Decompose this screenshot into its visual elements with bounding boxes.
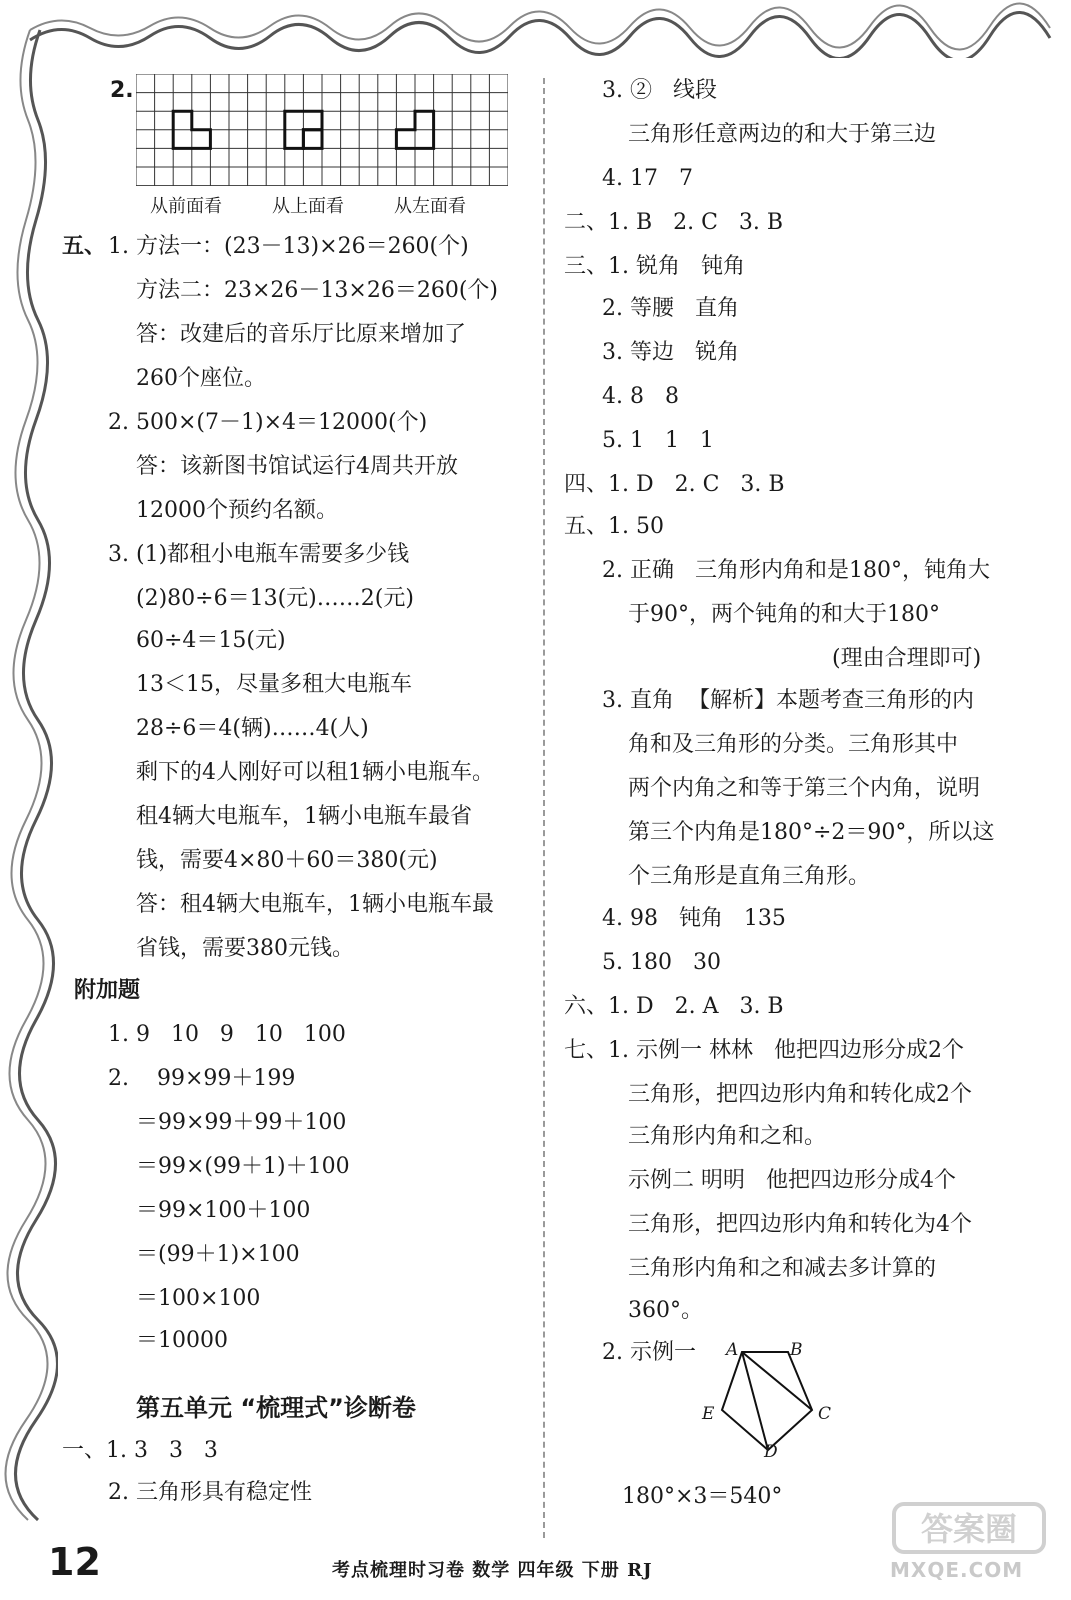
answer-line: (理由合理即可) <box>832 646 982 671</box>
answer-line: 13＜15，尽量多租大电瓶车 <box>136 672 412 697</box>
answer-line: 于90°，两个钝角的和大于180° <box>628 602 940 627</box>
answer-line: 4. 98 钝角 135 <box>602 906 786 931</box>
answer-line: 3. ② 线段 <box>602 78 717 103</box>
caption-left-view: 从左面看 <box>394 196 466 217</box>
answer-line: 4. 8 8 <box>602 384 679 409</box>
answer-line: (2)80÷6＝13(元)……2(元) <box>136 586 414 611</box>
vertex-label-c: C <box>818 1404 832 1424</box>
answer-line: 三角形任意两边的和大于第三边 <box>628 122 937 147</box>
bonus-line: ＝99×99＋99＋100 <box>136 1110 347 1135</box>
answer-line: 三、1. 锐角 钝角 <box>564 254 745 279</box>
answer-line: 三角形内角和之和减去多计算的 <box>628 1256 937 1281</box>
unit-title: 第五单元 “梳理式”诊断卷 <box>136 1394 416 1422</box>
answer-line: 三角形，把四边形内角和转化为4个 <box>628 1212 972 1237</box>
answer-line: 两个内角之和等于第三个内角，说明 <box>628 776 981 801</box>
unit-answer-line: 一、1. 3 3 3 <box>62 1438 218 1463</box>
answer-line: 2. 示例一 <box>602 1340 696 1365</box>
answer-line: 答：改建后的音乐厅比原来增加了 <box>136 322 467 347</box>
answer-line: 示例二 明明 他把四边形分成4个 <box>628 1168 956 1193</box>
caption-top-view: 从上面看 <box>272 196 344 217</box>
bonus-line: 1. 9 10 9 10 100 <box>108 1022 346 1047</box>
answer-line: 第三个内角是180°÷2＝90°，所以这 <box>628 820 995 845</box>
answer-line: 七、1. 示例一 林林 他把四边形分成2个 <box>564 1038 964 1063</box>
answer-line: 个三角形是直角三角形。 <box>628 864 871 889</box>
top-view-shape <box>303 130 322 149</box>
answer-line: 4. 17 7 <box>602 166 693 191</box>
answer-line: 四、1. D 2. C 3. B <box>564 472 785 497</box>
answer-line: 2. 500×(7－1)×4＝12000(个) <box>108 410 428 435</box>
bonus-line: 2. 99×99＋199 <box>108 1066 296 1091</box>
bonus-line: ＝99×(99＋1)＋100 <box>136 1154 350 1179</box>
bonus-line: ＝10000 <box>136 1328 228 1353</box>
answer-line: 3. (1)都租小电瓶车需要多少钱 <box>108 542 410 567</box>
answer-line: 2. 正确 三角形内角和是180°，钝角大 <box>602 558 990 583</box>
answer-line: 六、1. D 2. A 3. B <box>564 994 784 1019</box>
unit-answer-line: 2. 三角形具有稳定性 <box>108 1480 312 1505</box>
answer-line: 360°。 <box>628 1298 703 1323</box>
vertex-label-e: E <box>702 1404 715 1424</box>
vertex-label-b: B <box>790 1340 803 1360</box>
section-5-prefix: 五、 <box>62 234 107 259</box>
answer-line: 60÷4＝15(元) <box>136 628 286 653</box>
answer-line: 答：租4辆大电瓶车，1辆小电瓶车最 <box>136 892 494 917</box>
bonus-title: 附加题 <box>74 978 141 1003</box>
answer-line: 1. 方法一：(23－13)×26＝260(个) <box>108 234 469 259</box>
column-divider <box>543 78 545 1538</box>
footer-text: 考点梳理时习卷 数学 四年级 下册 RJ <box>332 1560 653 1581</box>
answer-line: 3. 直角 【解析】本题考查三角形的内 <box>602 688 974 713</box>
answer-line: 2. 等腰 直角 <box>602 296 739 321</box>
answer-line: 租4辆大电瓶车，1辆小电瓶车最省 <box>136 804 472 829</box>
answer-line: 二、1. B 2. C 3. B <box>564 210 784 235</box>
decorative-border-top <box>0 0 1071 58</box>
answer-line: 角和及三角形的分类。三角形其中 <box>628 732 959 757</box>
caption-front-view: 从前面看 <box>150 196 222 217</box>
page-number: 12 <box>48 1540 101 1584</box>
answer-line: 钱，需要4×80＋60＝380(元) <box>136 848 438 873</box>
decorative-border-left <box>0 0 58 1600</box>
answer-line: 省钱，需要380元钱。 <box>136 936 354 961</box>
bonus-line: ＝99×100＋100 <box>136 1198 311 1223</box>
bonus-line: ＝100×100 <box>136 1286 261 1311</box>
vertex-label-d: D <box>764 1442 778 1462</box>
answer-line: 方法二：23×26－13×26＝260(个) <box>136 278 499 303</box>
vertex-label-a: A <box>726 1340 739 1360</box>
answer-line: 五、1. 50 <box>564 514 664 539</box>
answer-line: 12000个预约名额。 <box>136 498 338 523</box>
question-2-label: 2. <box>110 78 134 103</box>
answer-line: 三角形，把四边形内角和转化成2个 <box>628 1082 972 1107</box>
view-grid-figure <box>136 74 508 186</box>
svg-text:答案圈: 答案圈 <box>920 1510 1018 1548</box>
answer-line: 3. 等边 锐角 <box>602 340 739 365</box>
answer-line: 5. 180 30 <box>602 950 721 975</box>
watermark-text: MXQE.COM <box>890 1558 1024 1582</box>
answer-line: 5. 1 1 1 <box>602 428 714 453</box>
bonus-line: ＝(99＋1)×100 <box>136 1242 300 1267</box>
answer-line: 答：该新图书馆试运行4周共开放 <box>136 454 458 479</box>
answer-line: 180°×3＝540° <box>622 1484 783 1509</box>
answer-line: 三角形内角和之和。 <box>628 1124 827 1149</box>
answer-line: 260个座位。 <box>136 366 266 391</box>
answer-line: 28÷6＝4(辆)……4(人) <box>136 716 369 741</box>
answer-line: 剩下的4人刚好可以租1辆小电瓶车。 <box>136 760 494 785</box>
